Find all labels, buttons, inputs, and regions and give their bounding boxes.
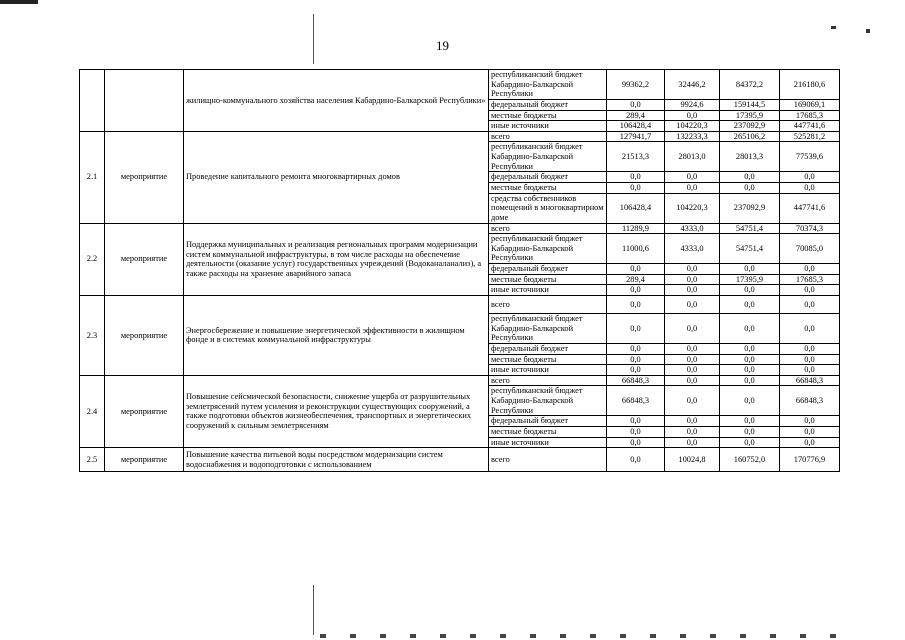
funding-source-label: всего [489, 131, 607, 142]
funding-value: 0,0 [607, 365, 665, 376]
funding-value: 0,0 [665, 172, 720, 183]
funding-value: 0,0 [780, 426, 840, 437]
funding-value: 0,0 [665, 426, 720, 437]
budget-table [79, 69, 840, 472]
funding-value: 11289,9 [607, 223, 665, 234]
budget-body [80, 70, 840, 472]
funding-value: 104220,3 [665, 121, 720, 132]
funding-value: 159144,5 [720, 100, 780, 111]
funding-value: 32446,2 [665, 70, 720, 100]
funding-value: 0,0 [780, 285, 840, 296]
measure-type: мероприятие [105, 448, 184, 472]
funding-value: 0,0 [720, 416, 780, 427]
funding-value: 0,0 [720, 313, 780, 343]
funding-value: 0,0 [665, 437, 720, 448]
measure-number: 2.3 [80, 295, 105, 375]
measure-description: Повышение сейсмической безопасности, снижение ущерба от разрушительных землетрясений путем усиления и реконструкции существующих сооружений, а также подготовки объектов жизнеобеспечения, транспортных и энергетических сооружений к сильным землетрясениям [184, 375, 489, 447]
measure-number: 2.4 [80, 375, 105, 447]
measure-type: мероприятие [105, 295, 184, 375]
funding-value: 77539,6 [780, 142, 840, 172]
funding-source-label: иные источники [489, 437, 607, 448]
funding-value: 0,0 [607, 437, 665, 448]
funding-value: 0,0 [607, 426, 665, 437]
funding-value: 84372,2 [720, 70, 780, 100]
funding-value: 0,0 [607, 172, 665, 183]
funding-value: 0,0 [720, 295, 780, 313]
funding-source-label: всего [489, 448, 607, 472]
funding-value: 289,4 [607, 110, 665, 121]
funding-value: 0,0 [607, 448, 665, 472]
funding-value: 66848,3 [780, 375, 840, 386]
funding-value: 160752,0 [720, 448, 780, 472]
funding-value: 0,0 [665, 416, 720, 427]
scan-artifact [320, 634, 840, 638]
measure-number: 2.1 [80, 131, 105, 223]
funding-value: 4333,0 [665, 234, 720, 264]
funding-value: 106428,4 [607, 121, 665, 132]
funding-value: 0,0 [665, 375, 720, 386]
page-number: 19 [436, 38, 449, 53]
funding-value: 0,0 [720, 426, 780, 437]
funding-value: 127941,7 [607, 131, 665, 142]
funding-value: 17395,9 [720, 110, 780, 121]
funding-source-label: федеральный бюджет [489, 416, 607, 427]
funding-source-label: средства собственников помещений в многоквартирном доме [489, 193, 607, 223]
funding-value: 0,0 [607, 182, 665, 193]
funding-value: 0,0 [720, 365, 780, 376]
table-row [80, 448, 840, 472]
funding-source-label: местные бюджеты [489, 182, 607, 193]
funding-value: 0,0 [720, 343, 780, 354]
funding-value: 0,0 [665, 182, 720, 193]
funding-value: 0,0 [780, 264, 840, 275]
scan-mark [831, 26, 836, 29]
funding-value: 0,0 [607, 343, 665, 354]
funding-value: 54751,4 [720, 234, 780, 264]
funding-value: 132233,3 [665, 131, 720, 142]
funding-value: 99362,2 [607, 70, 665, 100]
funding-value: 0,0 [665, 295, 720, 313]
table-row [80, 70, 840, 100]
funding-source-label: всего [489, 223, 607, 234]
table-row [80, 295, 840, 313]
funding-source-label: местные бюджеты [489, 274, 607, 285]
funding-value: 66848,3 [780, 386, 840, 416]
funding-value: 0,0 [607, 313, 665, 343]
funding-value: 70374,3 [780, 223, 840, 234]
funding-value: 0,0 [720, 437, 780, 448]
funding-value: 0,0 [607, 264, 665, 275]
measure-description: Поддержка муниципальных и реализация региональных программ модернизации систем коммунальной инфраструктуры, в том числе расходы на обеспечение деятельности (оказание услуг) государственных учреждений (Водоканаланализ), а также расходы на хранение аварийного запаса [184, 223, 489, 295]
funding-source-label: федеральный бюджет [489, 264, 607, 275]
scan-mark [0, 0, 38, 4]
measure-type: мероприятие [105, 223, 184, 295]
funding-value: 169069,1 [780, 100, 840, 111]
funding-source-label: местные бюджеты [489, 426, 607, 437]
funding-value: 0,0 [607, 295, 665, 313]
funding-value: 0,0 [780, 354, 840, 365]
funding-source-label: республиканский бюджет Кабардино-Балкарской Республики [489, 142, 607, 172]
funding-source-label: федеральный бюджет [489, 172, 607, 183]
funding-value: 70085,0 [780, 234, 840, 264]
funding-value: 104220,3 [665, 193, 720, 223]
funding-value: 0,0 [720, 386, 780, 416]
table-row [80, 223, 840, 234]
measure-type [105, 70, 184, 132]
table-row [80, 131, 840, 142]
funding-source-label: всего [489, 295, 607, 313]
funding-value: 0,0 [607, 416, 665, 427]
funding-value: 0,0 [665, 343, 720, 354]
funding-source-label: иные источники [489, 285, 607, 296]
funding-value: 0,0 [780, 416, 840, 427]
funding-value: 237092,9 [720, 193, 780, 223]
funding-value: 216180,6 [780, 70, 840, 100]
funding-value: 106428,4 [607, 193, 665, 223]
funding-value: 0,0 [720, 285, 780, 296]
measure-number [80, 70, 105, 132]
funding-source-label: всего [489, 375, 607, 386]
measure-description: жилищно-коммунального хозяйства населения Кабардино-Балкарской Республики» [184, 70, 489, 132]
measure-type: мероприятие [105, 375, 184, 447]
funding-value: 21513,3 [607, 142, 665, 172]
scan-mark [866, 29, 870, 33]
funding-value: 17685,3 [780, 274, 840, 285]
funding-source-label: республиканский бюджет Кабардино-Балкарской Республики [489, 70, 607, 100]
funding-value: 0,0 [780, 343, 840, 354]
measure-number: 2.5 [80, 448, 105, 472]
funding-value: 0,0 [665, 264, 720, 275]
funding-value: 447741,6 [780, 121, 840, 132]
funding-source-label: федеральный бюджет [489, 343, 607, 354]
funding-value: 237092,9 [720, 121, 780, 132]
funding-value: 0,0 [665, 365, 720, 376]
funding-value: 66848,3 [607, 386, 665, 416]
funding-value: 0,0 [665, 274, 720, 285]
measure-description: Проведение капитального ремонта многоквартирных домов [184, 131, 489, 223]
measure-description: Энергосбережение и повышение энергетической эффективности в жилищном фонде и в системах коммунальной инфраструктуры [184, 295, 489, 375]
funding-source-label: республиканский бюджет Кабардино-Балкарской Республики [489, 313, 607, 343]
funding-source-label: республиканский бюджет Кабардино-Балкарской Республики [489, 386, 607, 416]
funding-value: 0,0 [780, 437, 840, 448]
funding-value: 0,0 [607, 285, 665, 296]
funding-value: 17395,9 [720, 274, 780, 285]
funding-value: 0,0 [607, 354, 665, 365]
funding-value: 0,0 [607, 100, 665, 111]
funding-source-label: местные бюджеты [489, 354, 607, 365]
funding-value: 0,0 [780, 313, 840, 343]
funding-value: 66848,3 [607, 375, 665, 386]
funding-value: 0,0 [665, 110, 720, 121]
funding-value: 0,0 [720, 354, 780, 365]
measure-number: 2.2 [80, 223, 105, 295]
funding-source-label: федеральный бюджет [489, 100, 607, 111]
funding-value: 0,0 [780, 182, 840, 193]
measure-description: Повышение качества питьевой воды посредством модернизации систем водоснабжения и водоподготовки с использованием [184, 448, 489, 472]
funding-value: 0,0 [720, 264, 780, 275]
fold-line [313, 585, 314, 635]
measure-type: мероприятие [105, 131, 184, 223]
funding-value: 0,0 [720, 182, 780, 193]
funding-value: 10024,8 [665, 448, 720, 472]
funding-value: 525281,2 [780, 131, 840, 142]
funding-value: 447741,6 [780, 193, 840, 223]
funding-source-label: республиканский бюджет Кабардино-Балкарской Республики [489, 234, 607, 264]
funding-source-label: местные бюджеты [489, 110, 607, 121]
funding-value: 9924,6 [665, 100, 720, 111]
funding-value: 54751,4 [720, 223, 780, 234]
funding-value: 0,0 [665, 313, 720, 343]
funding-value: 265106,2 [720, 131, 780, 142]
funding-value: 17685,3 [780, 110, 840, 121]
fold-line [313, 14, 314, 64]
table-row [80, 375, 840, 386]
funding-value: 170776,9 [780, 448, 840, 472]
funding-value: 11000,6 [607, 234, 665, 264]
funding-source-label: иные источники [489, 121, 607, 132]
funding-value: 28013,0 [665, 142, 720, 172]
funding-value: 4333,0 [665, 223, 720, 234]
funding-value: 0,0 [665, 386, 720, 416]
funding-value: 28013,3 [720, 142, 780, 172]
funding-value: 0,0 [780, 295, 840, 313]
funding-value: 0,0 [665, 285, 720, 296]
funding-value: 0,0 [665, 354, 720, 365]
funding-value: 0,0 [720, 172, 780, 183]
funding-value: 289,4 [607, 274, 665, 285]
funding-value: 0,0 [780, 365, 840, 376]
funding-value: 0,0 [780, 172, 840, 183]
funding-source-label: иные источники [489, 365, 607, 376]
funding-value: 0,0 [720, 375, 780, 386]
